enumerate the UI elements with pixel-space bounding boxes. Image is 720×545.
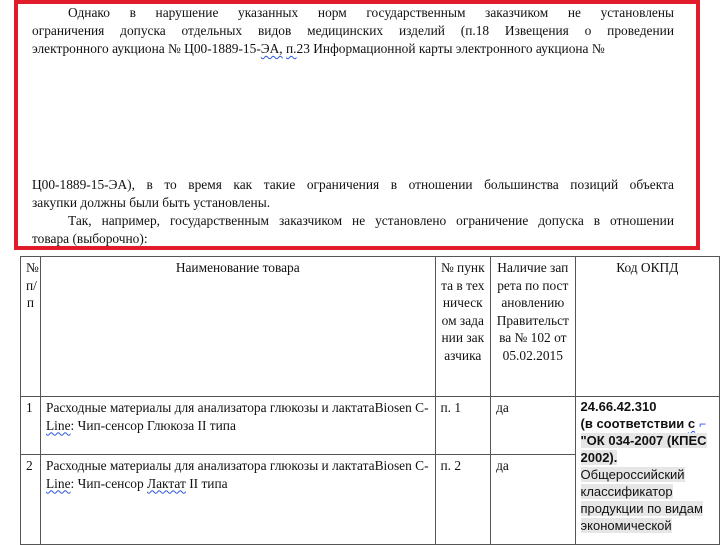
row-2-point: п. 2	[435, 455, 491, 545]
row-1-name: Расходные материалы для анализатора глюкозы и лактатаBiosen C-Line: Чип-сенсор Глюкоза II типа	[41, 397, 436, 455]
p2-line-2: закупки должны были быть установлены.	[32, 195, 271, 210]
row-2-ban: да	[491, 455, 575, 545]
p2-line-1: Ц00-1889-15-ЭА), в то время как такие ограничения в отношении большинства позиций объекта	[32, 177, 674, 192]
row-1-point: п. 1	[435, 397, 491, 455]
paragraph-1	[32, 4, 674, 58]
p3-line-1: Так, например, государственным заказчиком не установлено ограничение допуска в отношении	[68, 213, 674, 228]
okpd-cell	[575, 397, 719, 545]
table-header-row	[21, 257, 720, 397]
p1-line-1: Однако в нарушение указанных норм государственным заказчиком не установлены	[68, 5, 674, 20]
p3-line-2: товара (выборочно):	[32, 231, 148, 246]
okpd-note: (в соответствии с ⌐ "ОК 034-2007 (КПЕС 2002).	[580, 416, 707, 465]
row-2-num: 2	[21, 455, 41, 545]
p1-line-3: электронного аукциона № Ц00-1889-15-ЭА, п.23 Информационной карты электронного аукциона №	[32, 41, 605, 56]
header-name: Наименование товара	[41, 257, 436, 397]
row-1-ban: да	[491, 397, 575, 455]
row-1-num: 1	[21, 397, 41, 455]
okpd-code: 24.66.42.310	[580, 399, 657, 414]
table-row	[21, 397, 720, 455]
p1-line-2: ограничения допуска отдельных видов медицинских изделий (п.18 Извещения о проведении	[32, 23, 674, 38]
row-2-name: Расходные материалы для анализатора глюкозы и лактатаBiosen C-Line: Чип-сенсор Лактат II типа	[41, 455, 436, 545]
header-okpd: Код ОКПД	[575, 257, 719, 397]
okpd-description: Общероссийский классификатор продукции по видам экономической	[580, 467, 703, 533]
header-point: № пункта в техническом задании заказчика	[435, 257, 491, 397]
comment-marker-icon: ⌐	[699, 417, 707, 431]
header-num: № п/п	[21, 257, 41, 397]
goods-table	[20, 256, 720, 545]
paragraph-2	[32, 176, 674, 248]
header-ban: Наличие запрета по постановлению Правительства № 102 от 05.02.2015	[491, 257, 575, 397]
